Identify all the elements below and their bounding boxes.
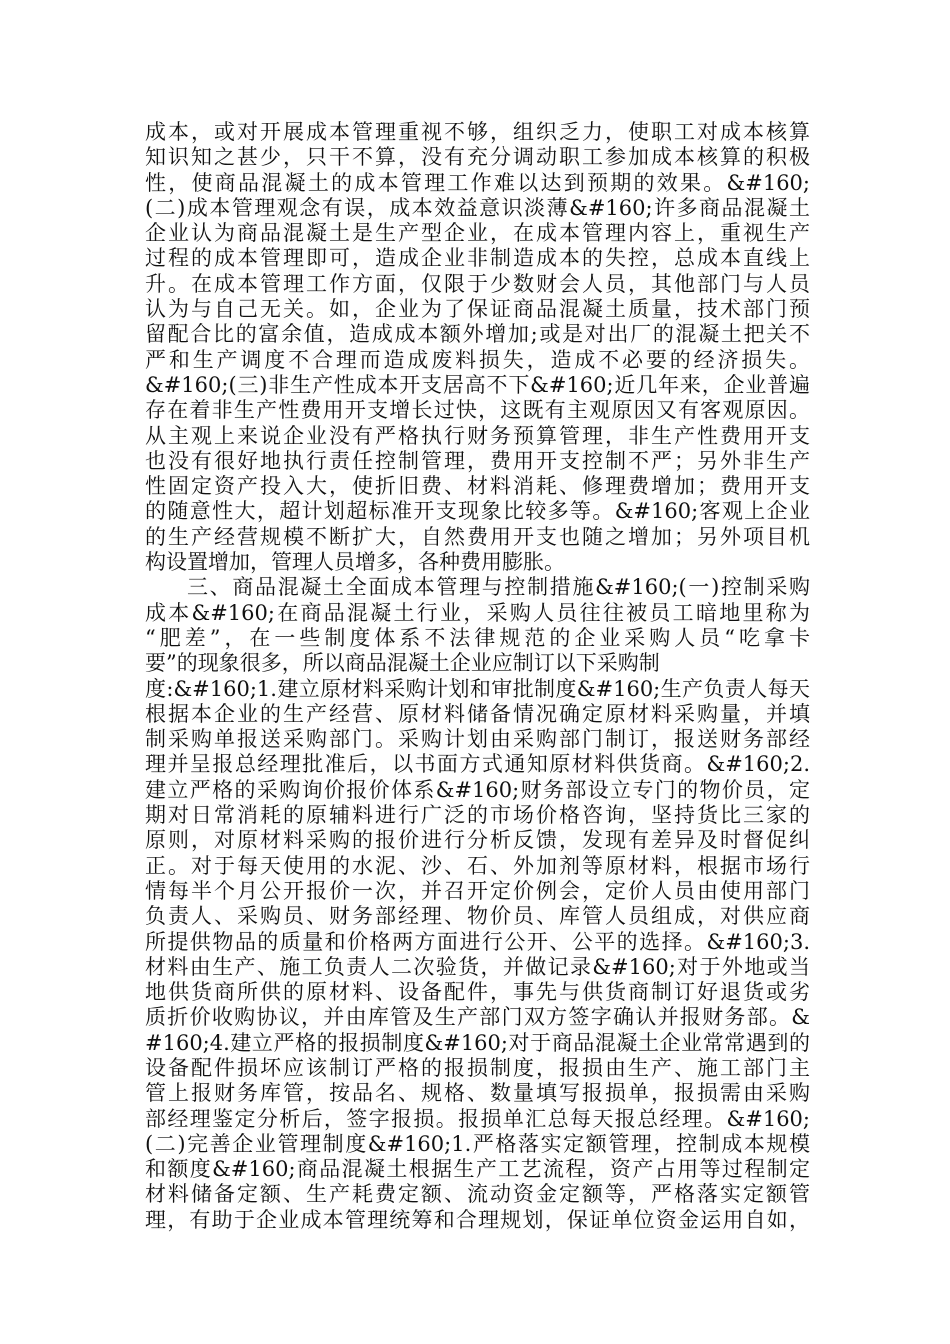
text-line: 成本&#160;在商品混凝土行业，采购人员往往被员工暗地里称为 <box>145 600 810 625</box>
text-line: &#160;(三)非生产性成本开支居高不下&#160;近几年来，企业普遍 <box>145 372 810 397</box>
text-line: 严和生产调度不合理而造成废料损失，造成不必要的经济损失。 <box>145 347 810 372</box>
text-line: 性，使商品混凝土的成本管理工作难以达到预期的效果。&#160; <box>145 170 810 195</box>
text-line: 从主观上来说企业没有严格执行财务预算管理，非生产性费用开支 <box>145 423 810 448</box>
text-line: 原则，对原材料采购的报价进行分析反馈，发现有差异及时督促纠 <box>145 828 810 853</box>
text-line: 和额度&#160;商品混凝土根据生产工艺流程，资产占用等过程制定 <box>145 1157 810 1182</box>
text-line: 质折价收购协议，并由库管及生产部门双方签字确认并报财务部。& <box>145 1005 810 1030</box>
text-line: 建立严格的采购询价报价体系&#160;财务部设立专门的物价员，定 <box>145 777 810 802</box>
text-line: 设备配件损坏应该制订严格的报损制度，报损由生产、施工部门主 <box>145 1055 810 1080</box>
text-line: 的随意性大，超计划超标准开支现象比较多等。&#160;客观上企业 <box>145 499 810 524</box>
text-line: 要”的现象很多，所以商品混凝土企业应制订以下采购制 <box>145 651 660 676</box>
text-line: 理，有助于企业成本管理统筹和合理规划，保证单位资金运用自如， <box>145 1207 810 1232</box>
text-line: 企业认为商品混凝土是生产型企业，在成本管理内容上，重视生产 <box>145 221 810 246</box>
text-line: 三、商品混凝土全面成本管理与控制措施&#160;(一)控制采购 <box>187 575 810 600</box>
text-line: 管上报财务库管，按品名、规格、数量填写报损单，报损需由采购 <box>145 1081 810 1106</box>
text-line: 理并呈报总经理批准后，以书面方式通知原材料供货商。&#160;2. <box>145 752 810 777</box>
text-line: 成本，或对开展成本管理重视不够，组织乏力，使职工对成本核算 <box>145 120 810 144</box>
text-line: 期对日常消耗的原辅料进行广泛的市场价格咨询，坚持货比三家的 <box>145 803 810 828</box>
text-line: 度:&#160;1.建立原材料采购计划和审批制度&#160;生产负责人每天 <box>145 676 810 701</box>
text-line: 知识知之甚少，只干不算，没有充分调动职工参加成本核算的积极 <box>145 145 810 170</box>
text-line: 情每半个月公开报价一次，并召开定价例会，定价人员由使用部门 <box>145 878 810 903</box>
text-line: 认为与自己无关。如，企业为了保证商品混凝土质量，技术部门预 <box>145 297 810 322</box>
text-line: 过程的成本管理即可，造成企业非制造成本的失控，总成本直线上 <box>145 246 810 271</box>
text-line: “肥差”，在一些制度体系不法律规范的企业采购人员“吃拿卡 <box>145 625 810 650</box>
text-line: 构设置增加，管理人员增多，各种费用膨胀。 <box>145 550 565 575</box>
text-line: 所提供物品的质量和价格两方面进行公开、公平的选择。&#160;3. <box>145 929 810 954</box>
text-line: 地供货商所供的原材料、设备配件，事先与供货商制订好退货或劣 <box>145 980 810 1005</box>
text-line: 留配合比的富余值，造成成本额外增加;或是对出厂的混凝土把关不 <box>145 322 810 347</box>
document-body <box>145 120 810 1233</box>
text-line: 材料由生产、施工负责人二次验货，并做记录&#160;对于外地或当 <box>145 954 810 979</box>
text-line: 正。对于每天使用的水泥、沙、石、外加剂等原材料，根据市场行 <box>145 853 810 878</box>
text-line: 根据本企业的生产经营、原材料储备情况确定原材料采购量，并填 <box>145 701 810 726</box>
text-line: 性固定资产投入大，使折旧费、材料消耗、修理费增加；费用开支 <box>145 474 810 499</box>
text-line: 负责人、采购员、财务部经理、物价员、库管人员组成，对供应商 <box>145 904 810 929</box>
text-line: (二)成本管理观念有误，成本效益意识淡薄&#160;许多商品混凝土 <box>145 195 810 220</box>
text-line: (二)完善企业管理制度&#160;1.严格落实定额管理，控制成本规模 <box>145 1131 810 1156</box>
text-line: 部经理鉴定分析后，签字报损。报损单汇总每天报总经理。&#160; <box>145 1106 810 1131</box>
text-line: 存在着非生产性费用开支增长过快，这既有主观原因又有客观原因。 <box>145 398 810 423</box>
text-line: 材料储备定额、生产耗费定额、流动资金定额等，严格落实定额管 <box>145 1182 810 1207</box>
text-line: 的生产经营规模不断扩大，自然费用开支也随之增加；另外项目机 <box>145 524 810 549</box>
text-line: #160;4.建立严格的报损制度&#160;对于商品混凝土企业常常遇到的 <box>145 1030 810 1055</box>
text-line: 升。在成本管理工作方面，仅限于少数财会人员，其他部门与人员 <box>145 271 810 296</box>
text-line: 制采购单报送采购部门。采购计划由采购部门制订，报送财务部经 <box>145 727 810 752</box>
text-line: 也没有很好地执行责任控制管理，费用开支控制不严；另外非生产 <box>145 448 810 473</box>
